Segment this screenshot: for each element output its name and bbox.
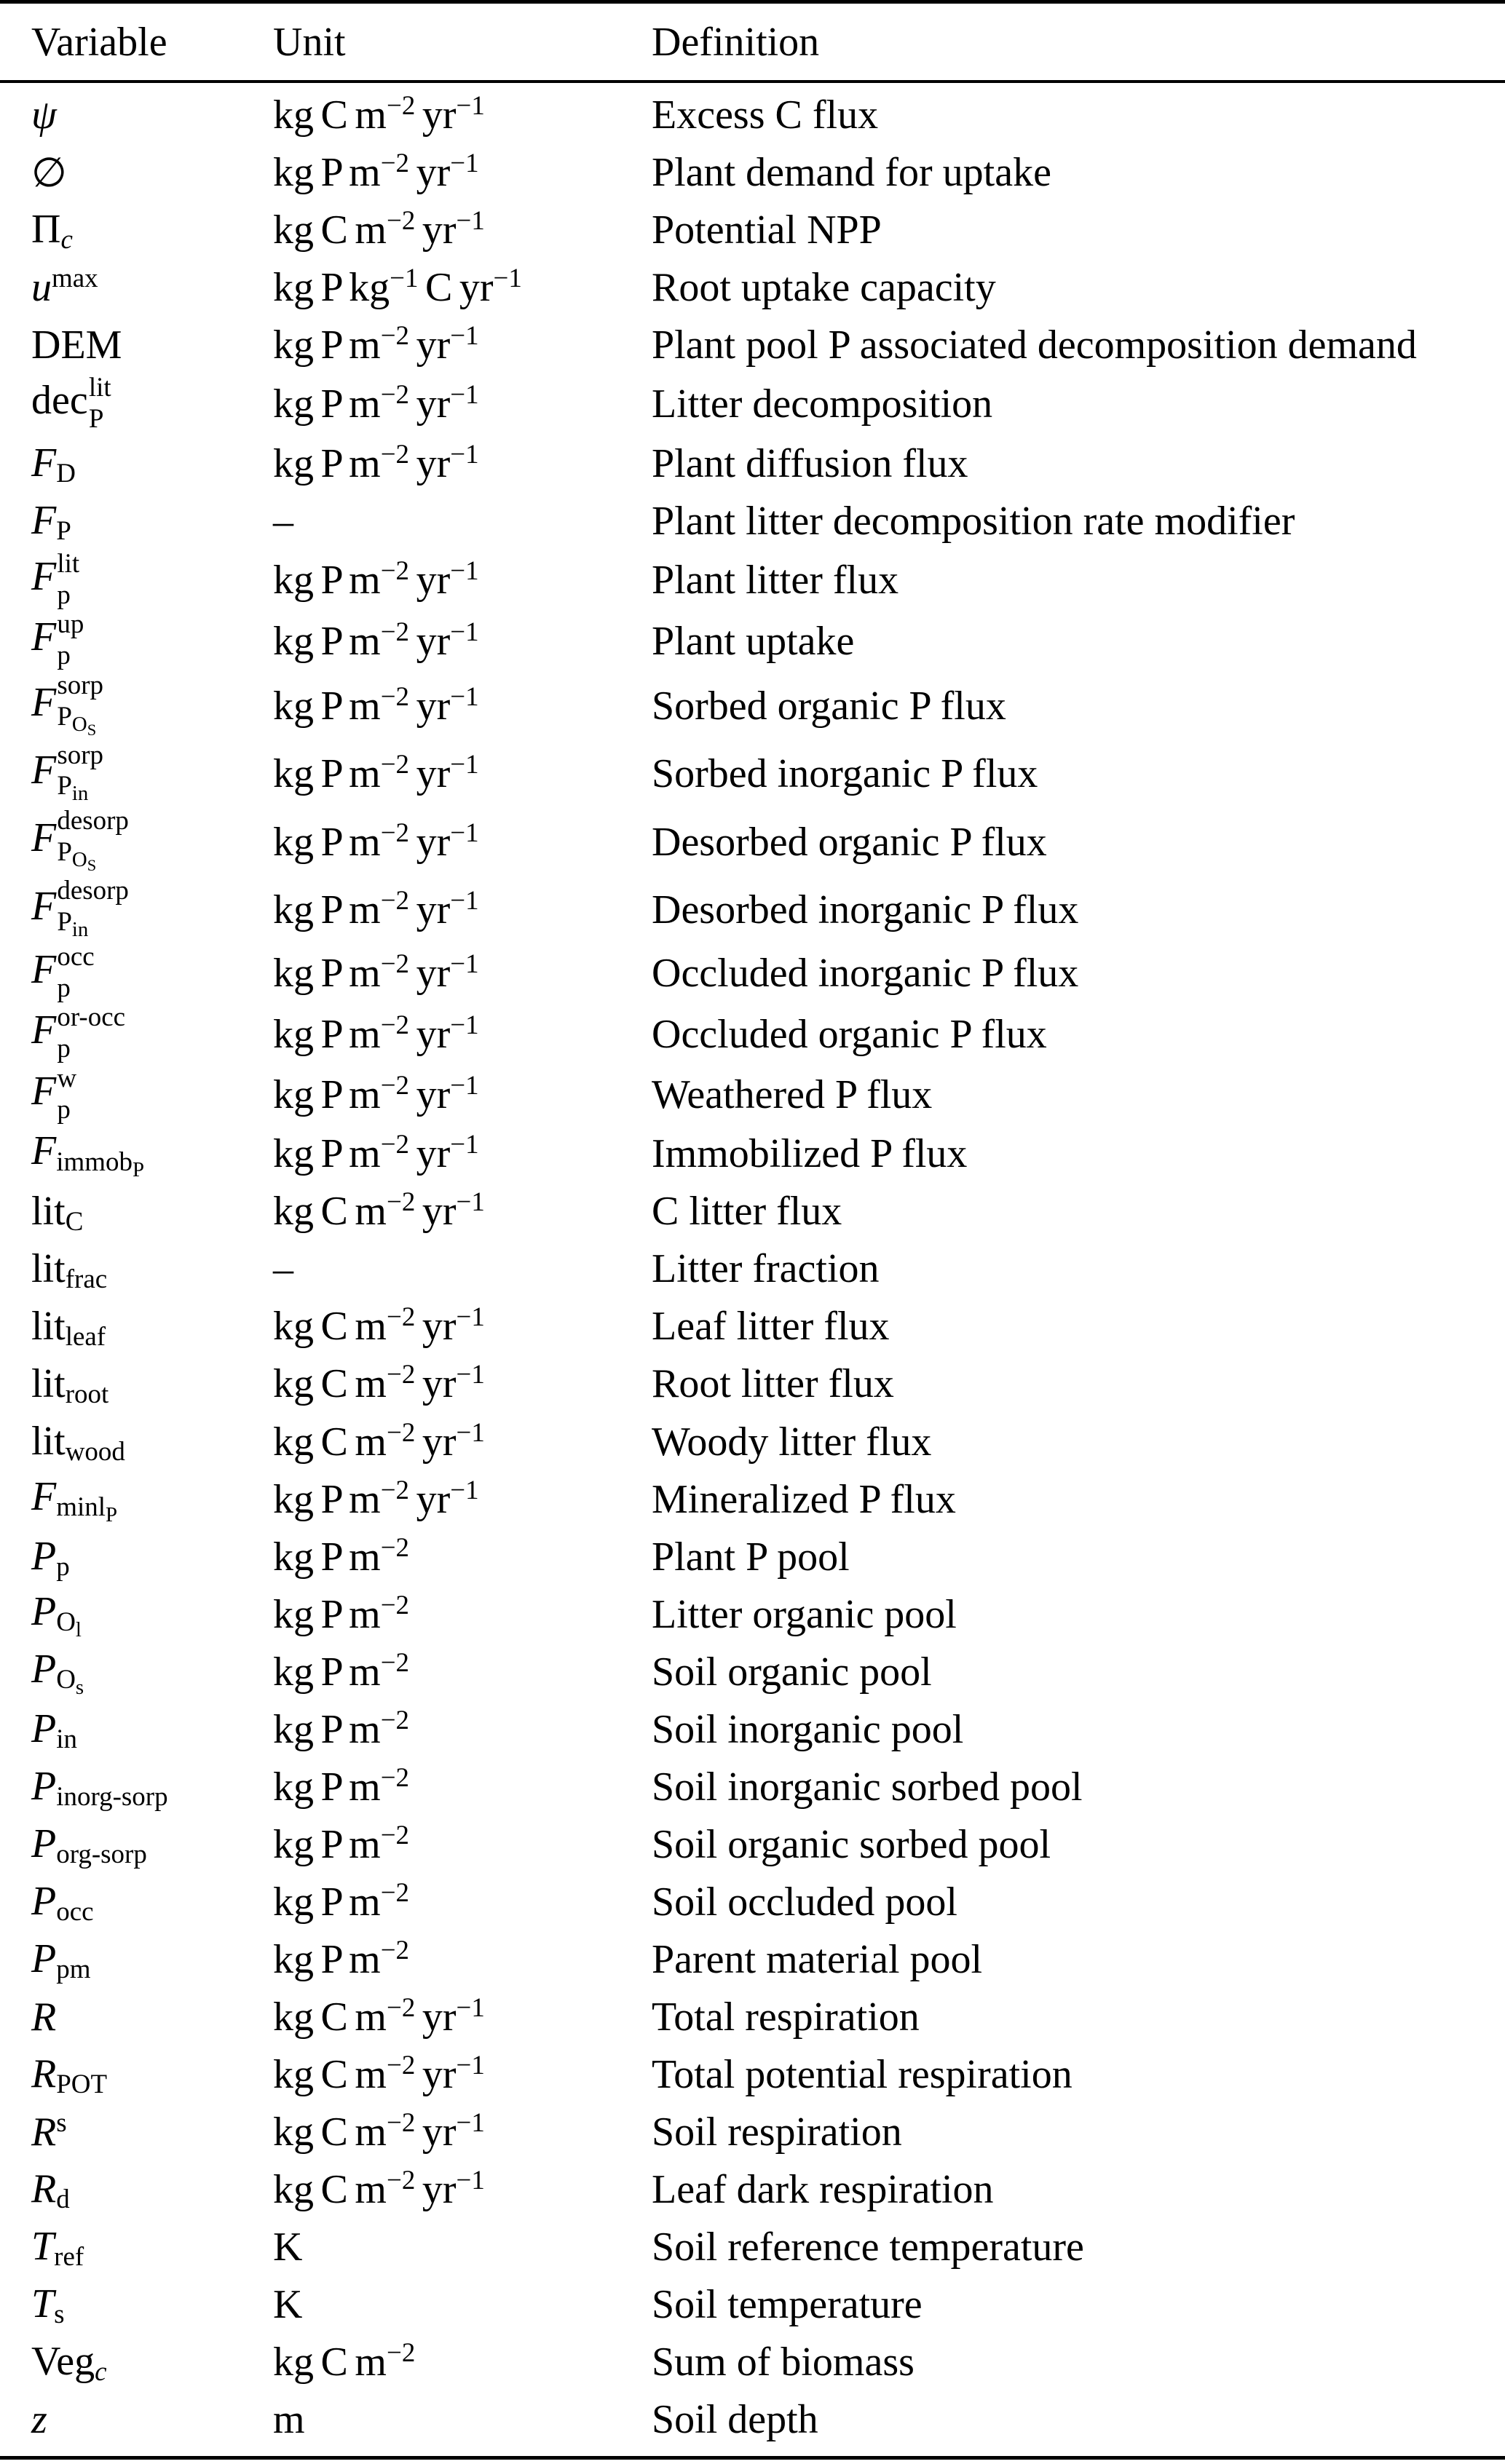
table-row [31, 371, 1505, 434]
table-row [31, 2334, 1505, 2390]
column-header-variable: Variable [31, 19, 167, 65]
table-row [31, 2162, 1505, 2217]
unit-cell: kg C $m^{-2}$ $yr^{-1}$ [273, 90, 485, 138]
table-row [31, 1759, 1505, 1815]
variable-cell: F sorp $P_{in}$ [31, 739, 103, 806]
variable-cell: Fimmob$_P$ [31, 1128, 144, 1181]
table-row [31, 2277, 1505, 2332]
unit-cell: kg P $m^{-2}$ $yr^{-1}$ [273, 320, 479, 368]
unit-cell: kg C $m^{-2}$ $yr^{-1}$ [273, 2164, 485, 2212]
unit-cell: kg C $m^{-2}$ $yr^{-1}$ [273, 1359, 485, 1407]
definition-cell: Root uptake capacity [652, 265, 996, 311]
definition-cell: Plant pool P associated decomposition demand [652, 322, 1417, 368]
definition-cell: Total potential respiration [652, 2051, 1073, 2097]
table-row [31, 1062, 1505, 1125]
table-row [31, 1472, 1505, 1527]
variable-cell: F lit p [31, 547, 80, 609]
table-body [0, 83, 1505, 2456]
table-row [31, 1299, 1505, 1354]
table-row [31, 1702, 1505, 1757]
unit-cell: kg P $kg^{-1}$ C $yr^{-1}$ [273, 262, 522, 311]
variable-cell: Pp [31, 1533, 70, 1582]
variable-cell: ∅ [31, 150, 67, 196]
table-row [31, 1932, 1505, 1987]
table-row [31, 1414, 1505, 1470]
variable-cell: FP [31, 498, 71, 546]
table-row [31, 202, 1505, 258]
variable-cell: litfrac [31, 1245, 108, 1294]
variable-cell: Πc [31, 207, 73, 255]
table-row [31, 2392, 1505, 2447]
definition-cell: Plant diffusion flux [652, 440, 968, 486]
unit-cell: kg C $m^{-2}$ $yr^{-1}$ [273, 2107, 485, 2155]
definition-cell: Plant litter flux [652, 557, 899, 603]
table-row [31, 1989, 1505, 2045]
table-row [31, 1817, 1505, 1872]
unit-cell: kg P $m^{-2}$ $yr^{-1}$ [273, 379, 479, 427]
definition-cell: Desorbed organic P flux [652, 819, 1047, 865]
definition-cell: C litter flux [652, 1189, 842, 1235]
definition-cell: Soil depth [652, 2396, 818, 2442]
column-header-definition: Definition [652, 19, 820, 65]
variable-cell: R [31, 1994, 57, 2040]
variable-cell: $R^s$ [31, 2107, 67, 2155]
variable-cell: RPOT [31, 2051, 108, 2099]
table-row [31, 1184, 1505, 1239]
table-row [31, 1241, 1505, 1296]
unit-cell: kg P $m^{-2}$ $yr^{-1}$ [273, 616, 479, 664]
definition-cell: Total respiration [652, 1994, 920, 2040]
table-row [31, 87, 1505, 143]
definition-cell: Litter decomposition [652, 381, 993, 427]
unit-cell: kg P $m^{-2}$ $yr^{-1}$ [273, 1069, 479, 1118]
unit-cell: kg P $m^{-2}$ [273, 1934, 410, 1982]
definition-cell: Occluded inorganic P flux [652, 951, 1079, 996]
table-row [31, 1587, 1505, 1642]
unit-cell: K [273, 2224, 303, 2270]
definition-cell: Mineralized P flux [652, 1476, 956, 1522]
definition-cell: Occluded organic P flux [652, 1011, 1047, 1057]
variable-cell: $PO_s$ [31, 1646, 84, 1699]
definition-cell: Leaf dark respiration [652, 2166, 994, 2212]
table-row [31, 608, 1505, 670]
unit-cell: kg C $m^{-2}$ [273, 2337, 416, 2385]
table-row [31, 2219, 1505, 2275]
variable-cell: Pocc [31, 1879, 94, 1927]
unit-cell: kg P $m^{-2}$ $yr^{-1}$ [273, 438, 479, 486]
table-row [31, 1126, 1505, 1181]
definition-cell: Plant demand for uptake [652, 150, 1051, 196]
table-row [31, 805, 1505, 876]
column-header-unit: Unit [273, 19, 346, 65]
table-row [31, 1529, 1505, 1585]
variable-cell: litC [31, 1188, 84, 1237]
unit-cell: kg P $m^{-2}$ $yr^{-1}$ [273, 749, 479, 797]
variable-cell: Vegc [31, 2339, 107, 2387]
definition-cell: Plant uptake [652, 618, 855, 664]
unit-cell: kg P $m^{-2}$ $yr^{-1}$ [273, 817, 479, 865]
definition-cell: Sorbed inorganic P flux [652, 751, 1038, 797]
table-row [31, 669, 1505, 740]
variable-cell: F sorp $P_{O_S}$ [31, 669, 103, 739]
table-header-row [0, 4, 1505, 80]
unit-cell: kg P $m^{-2}$ $yr^{-1}$ [273, 1009, 479, 1057]
table-row [31, 260, 1505, 315]
unit-cell: kg P $m^{-2}$ [273, 1819, 410, 1867]
table-row [31, 1356, 1505, 1411]
definition-cell: Litter fraction [652, 1246, 880, 1292]
unit-cell: kg P $m^{-2}$ [273, 1877, 410, 1925]
unit-cell: kg P $m^{-2}$ $yr^{-1}$ [273, 1474, 479, 1522]
table-row [31, 145, 1505, 200]
definition-cell: Soil occluded pool [652, 1879, 957, 1925]
definition-cell: Soil organic sorbed pool [652, 1821, 1051, 1867]
variable-cell: Ppm [31, 1936, 91, 1984]
definition-cell: Sum of biomass [652, 2339, 915, 2385]
variable-cell: litleaf [31, 1303, 106, 1352]
definition-cell: Soil inorganic pool [652, 1706, 964, 1752]
variable-cell: Porg-sorp [31, 1821, 147, 1869]
unit-cell: m [273, 2396, 305, 2442]
variable-cell: dec lit P [31, 371, 111, 433]
variable-cell: F desorp $P_{in}$ [31, 874, 129, 941]
unit-cell: kg P $m^{-2}$ $yr^{-1}$ [273, 1129, 479, 1177]
unit-cell: K [273, 2281, 303, 2327]
unit-cell: kg P $m^{-2}$ [273, 1647, 410, 1695]
unit-cell: kg P $m^{-2}$ $yr^{-1}$ [273, 681, 479, 729]
variable-cell: $u^{max}$ [31, 262, 98, 311]
definition-cell: Sorbed organic P flux [652, 684, 1006, 729]
definition-cell: Plant litter decomposition rate modifier [652, 498, 1295, 544]
variable-cell: ψ [31, 92, 57, 138]
variable-cell: F w p [31, 1062, 77, 1124]
variable-cell: F occ p [31, 940, 95, 1002]
definition-cell: Soil organic pool [652, 1649, 932, 1695]
definition-cell: Litter organic pool [652, 1591, 957, 1637]
table-row [31, 494, 1505, 549]
unit-cell: kg P $m^{-2}$ [273, 1762, 410, 1810]
unit-cell: kg P $m^{-2}$ [273, 1532, 410, 1580]
definition-cell: Excess C flux [652, 92, 879, 138]
unit-cell: kg C $m^{-2}$ $yr^{-1}$ [273, 205, 485, 253]
variable-cell: FD [31, 440, 76, 488]
definition-cell: Plant P pool [652, 1534, 850, 1580]
variable-cell: Rd [31, 2166, 70, 2214]
unit-cell: kg P $m^{-2}$ [273, 1589, 410, 1637]
definition-cell: Parent material pool [652, 1936, 983, 1982]
definition-cell: Soil temperature [652, 2281, 923, 2327]
variable-cell: Fminl$_P$ [31, 1473, 118, 1526]
table-row [31, 1874, 1505, 1930]
table-row [31, 874, 1505, 942]
unit-cell: kg C $m^{-2}$ $yr^{-1}$ [273, 1302, 485, 1350]
definition-cell: Woody litter flux [652, 1419, 932, 1465]
unit-cell: kg P $m^{-2}$ $yr^{-1}$ [273, 948, 479, 996]
table-row [31, 2104, 1505, 2160]
variable-cell: Ts [31, 2281, 65, 2329]
unit-cell: kg C $m^{-2}$ $yr^{-1}$ [273, 1992, 485, 2040]
variable-cell: z [31, 2396, 47, 2442]
definition-cell: Soil respiration [652, 2109, 902, 2155]
table-row [31, 1644, 1505, 1700]
definition-cell: Soil reference temperature [652, 2224, 1084, 2270]
definition-cell: Potential NPP [652, 207, 882, 253]
definition-cell: Desorbed inorganic P flux [652, 887, 1079, 932]
unit-cell: kg P $m^{-2}$ $yr^{-1}$ [273, 555, 479, 603]
unit-cell: kg P $m^{-2}$ $yr^{-1}$ [273, 147, 479, 196]
unit-cell: – [273, 1246, 293, 1292]
unit-cell: kg C $m^{-2}$ $yr^{-1}$ [273, 1417, 485, 1465]
definition-cell: Soil inorganic sorbed pool [652, 1764, 1083, 1810]
definition-cell: Immobilized P flux [652, 1131, 968, 1177]
variable-cell: Pinorg-sorp [31, 1764, 168, 1812]
variable-cell: DEM [31, 322, 122, 368]
variable-cell: Tref [31, 2224, 84, 2272]
unit-cell: kg C $m^{-2}$ $yr^{-1}$ [273, 2049, 485, 2097]
unit-cell: kg C $m^{-2}$ $yr^{-1}$ [273, 1187, 485, 1235]
unit-cell: – [273, 498, 293, 544]
variable-cell: $PO_l$ [31, 1588, 82, 1641]
variable-cell: litroot [31, 1360, 109, 1409]
table-bottom-rule [0, 2456, 1505, 2460]
definition-cell: Root litter flux [652, 1361, 894, 1407]
variable-cell: F or-occ p [31, 1002, 125, 1063]
table-row [31, 317, 1505, 373]
table-row [31, 1002, 1505, 1063]
table-row [31, 739, 1505, 807]
unit-cell: kg P $m^{-2}$ [273, 1704, 410, 1752]
unit-cell: kg P $m^{-2}$ $yr^{-1}$ [273, 884, 479, 932]
table-row [31, 436, 1505, 491]
definition-cell: Leaf litter flux [652, 1304, 890, 1350]
variable-cell: Pin [31, 1706, 77, 1754]
table-row [31, 547, 1505, 610]
table-row [31, 940, 1505, 1003]
variable-cell: F up p [31, 608, 84, 670]
variable-cell: litwood [31, 1418, 125, 1467]
table-row [31, 2047, 1505, 2102]
variable-cell: F desorp $P_{O_S}$ [31, 805, 129, 875]
definition-cell: Weathered P flux [652, 1072, 933, 1118]
